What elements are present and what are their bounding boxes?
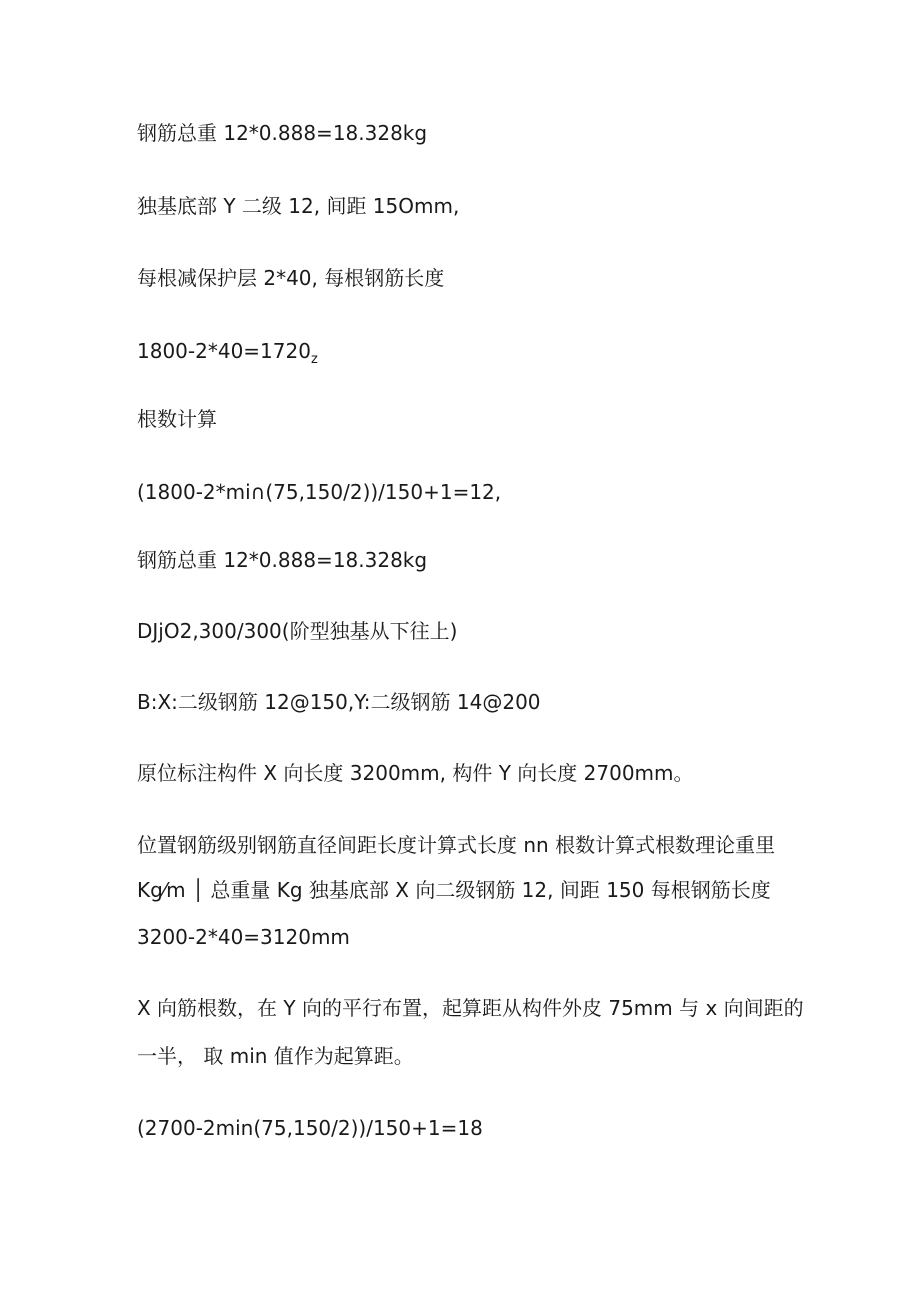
text-line-footing-label: DJjO2,300/300(阶型独基从下往上) [137, 619, 458, 643]
text-line-total-weight-1: 钢筋总重 12*0.888=18.328kg [137, 121, 428, 145]
text-line-x-count-formula: (2700-2min(75,150/2))/150+1=18 [137, 1116, 483, 1140]
text-line-bar-length [137, 338, 318, 373]
text-line-dimensions: 原位标注构件 X 向长度 3200mm, 构件 Y 向长度 2700mm。 [137, 761, 694, 785]
text-line-cover-deduction: 每根减保护层 2*40, 每根钢筋长度 [137, 266, 445, 290]
text-line-x-rebar: Kg⁄m │ 总重量 Kg 独基底部 X 向二级钢筋 12, 间距 150 每根钢筋长度 [137, 878, 771, 902]
text-line-min-desc: 一半， 取 min 值作为起算距。 [137, 1044, 414, 1068]
text-line-count-formula: (1800-2*mi∩(75,150/2))/150+1=12, [137, 480, 502, 504]
text-line-total-weight-2: 钢筋总重 12*0.888=18.328kg [137, 548, 428, 572]
text-line-y-rebar-spec: 独基底部 Y 二级 12, 间距 15Omm, [137, 194, 460, 218]
bar-length-formula: 1800-2*40=1720 [137, 339, 311, 363]
text-line-x-bar-length: 3200-2*40=3120mm [137, 925, 350, 949]
text-line-x-count-desc: X 向筋根数，在 Y 向的平行布置，起算距从构件外皮 75mm 与 x 向间距的 [137, 996, 804, 1020]
bar-length-subscript: z [310, 352, 318, 367]
text-line-table-header: 位置钢筋级别钢筋直径间距长度计算式长度 nn 根数计算式根数理论重里 [137, 833, 776, 857]
text-line-count-heading: 根数计算 [137, 407, 217, 431]
text-line-bottom-rebar: B:X:二级钢筋 12@150,Y:二级钢筋 14@200 [137, 690, 541, 714]
